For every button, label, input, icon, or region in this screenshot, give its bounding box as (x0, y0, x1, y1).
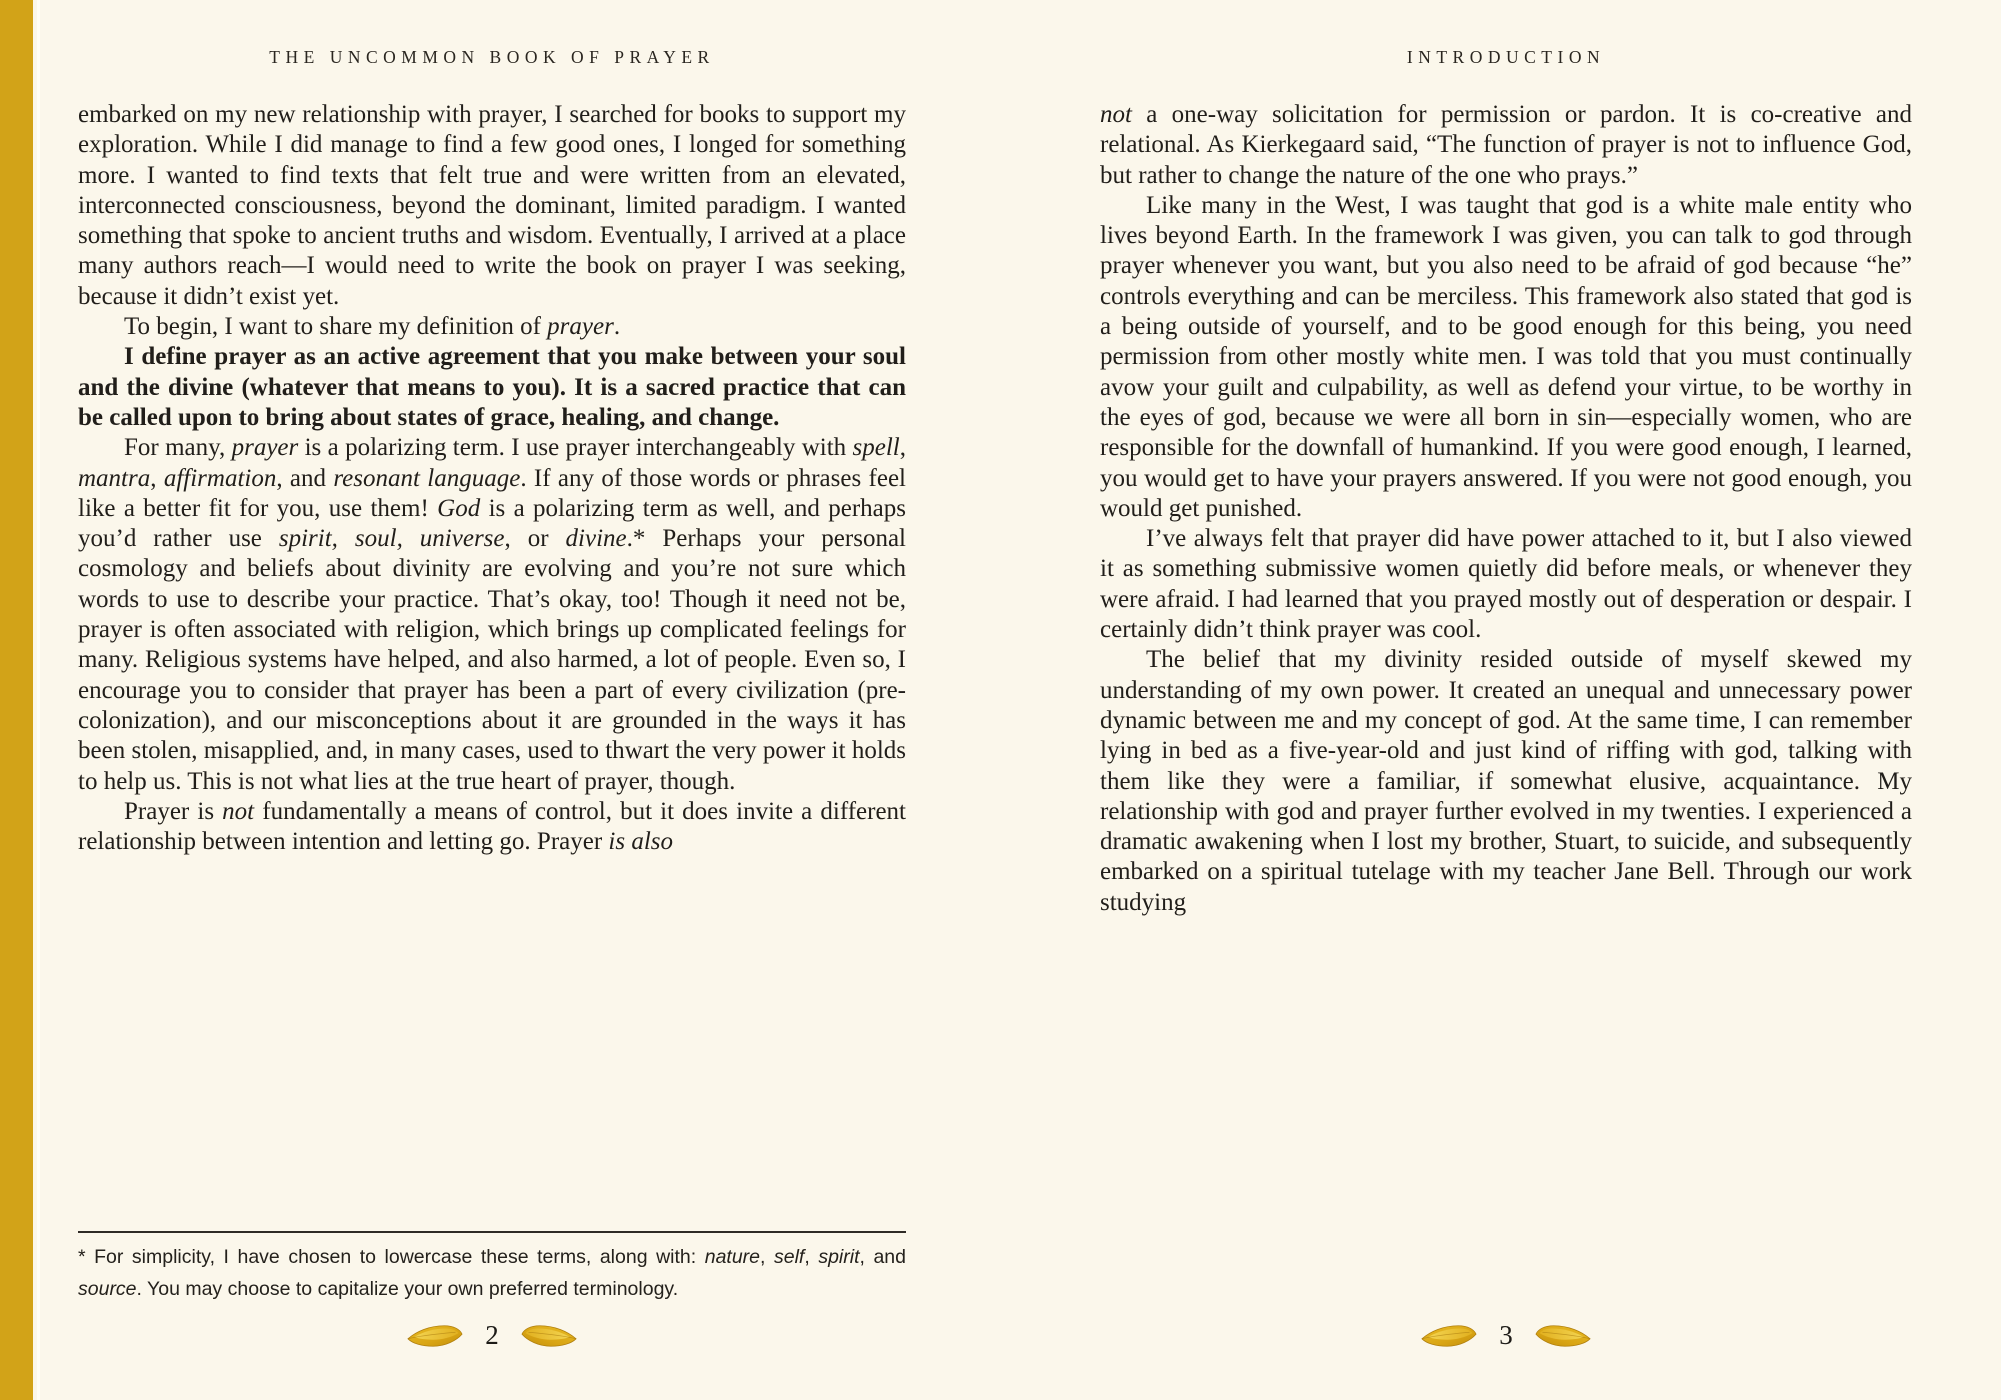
leaf-ornament-icon (1421, 1323, 1477, 1349)
text-run: . You may choose to capitalize your own preferred terminology. (136, 1277, 679, 1300)
text-run: , and (859, 1246, 906, 1268)
text-run: . If any of those words or phrases feel like a better fit for you, use them! (78, 464, 906, 522)
text-run: spell (852, 434, 900, 462)
paragraph (78, 100, 906, 312)
running-head-right: INTRODUCTION (1406, 47, 1606, 67)
page-number: 3 (1499, 1320, 1513, 1350)
text-run: , or (504, 525, 566, 553)
footnote-divider (78, 1231, 906, 1233)
body-text-left (78, 100, 906, 857)
paragraph (1100, 100, 1912, 191)
running-head-left: THE UNCOMMON BOOK OF PRAYER (269, 47, 715, 67)
text-run: , (804, 1246, 819, 1268)
text-run: , and (276, 464, 334, 492)
gold-edge-stripe (0, 0, 33, 1400)
text-run: embarked on my new relationship with prayer, I searched for books to support my exploration. While I did manage to find a few good ones, I longed for something more. I wanted to find texts that felt true and were written from an elevated, interconnected consciousness, beyond the dominant, limited paradigm. I wanted something that spoke to ancient truths and wisdom. Eventually, I arrived at a place many authors reach—I would need to write the book on prayer I was seeking, because it didn’t exist yet. (78, 101, 906, 310)
text-run: Like many in the West, I was taught that god is a white male entity who lives beyond Earth. In the framework I was given, you can talk to god through prayer whenever you want, but you also need to be afraid of god because “he” controls everything and can be merciless. This framework also stated that god is a being outside of yourself, and to be good enough for this being, you need permission from other mostly white men. I was told that you must continually avow your guilt and culpability, as well as defend your virtue, to be worthy in the eyes of god, because we were all born in sin—especially women, who are responsible for the downfall of humankind. If you were good enough, I learned, you would get to have your prayers answered. If you were not good enough, you would get punished. (1100, 191, 1912, 522)
text-run: To begin, I want to share my definition of (124, 313, 548, 341)
text-run: . (613, 313, 621, 341)
text-run: I define prayer as an active agreement that you make between your soul and the divine (whatever that means to you). It is a sacred practice that can be called upon to bring about states of grace, healing, and change. (78, 343, 906, 431)
paragraph (78, 797, 906, 858)
text-run: , (899, 434, 906, 462)
text-run: , (150, 464, 164, 492)
text-run: prayer (547, 313, 614, 341)
footnote (78, 1242, 906, 1305)
text-run: is a polarizing term as well, and perhaps you’d rather use (78, 494, 906, 553)
text-run: spirit, soul, universe (278, 525, 505, 553)
text-run: nature (704, 1246, 761, 1268)
text-run: affirmation (163, 464, 277, 492)
text-run: source (78, 1277, 137, 1300)
text-run: self (774, 1246, 805, 1268)
text-run: * For simplicity, I have chosen to lowercase these terms, along with: (78, 1246, 705, 1268)
text-run: , (760, 1246, 774, 1268)
text-run: I’ve always felt that prayer did have power attached to it, but I also viewed it as something submissive women quietly did before meals, or whenever they were afraid. I had learned that you prayed mostly out of desperation or despair. I certainly didn’t think prayer was cool. (1100, 525, 1912, 644)
text-run: .* Perhaps your personal cosmology and beliefs about divinity are evolving and you’re not sure which words to use to describe your practice. That’s okay, too! Though it need not be, prayer is often associated with religion, which brings up complicated feelings for many. Religious systems have helped, and also harmed, a lot of people. Even so, I encourage you to consider that prayer has been a part of every civilization (pre-colonization), and our misconceptions about it are grounded in the ways it has been stolen, misapplied, and, in many cases, used to thwart the very power it holds to help us. This is not what lies at the true heart of prayer, though. (78, 525, 906, 795)
leaf-ornament-icon (521, 1323, 577, 1349)
page-folio-left (78, 1320, 906, 1351)
text-run: The belief that my divinity resided outside of myself skewed my understanding of my own power. It created an unequal and unnecessary power dynamic between me and my concept of god. At the same time, I can remember lying in bed as a five-year-old and just kind of riffing with god, talking with them like they were a familiar, if somewhat elusive, acquaintance. My relationship with god and prayer further evolved in my twenties. I experienced a dramatic awakening when I lost my brother, Stuart, to suicide, and subsequently embarked on a spiritual tutelage with my teacher Jane Bell. Through our work studying (1100, 646, 1912, 916)
text-run: not (1100, 101, 1132, 128)
paragraph (1100, 645, 1912, 918)
text-run: Prayer is (124, 797, 223, 825)
text-run: a one-way solicitation for permission or pardon. It is co-creative and relational. As Kierkegaard said, “The function of prayer is not to influence God, but rather to change the nature of the one who prays.” (1100, 101, 1912, 189)
body-text-right (1100, 100, 1912, 918)
paragraph (1100, 191, 1912, 524)
text-run: prayer (231, 434, 299, 462)
paragraph (78, 433, 906, 797)
text-run: not (222, 797, 255, 825)
page-edge-hairline (37, 0, 40, 1400)
text-run: For many, (124, 434, 232, 462)
paragraph-definition (78, 342, 906, 433)
text-run: mantra (78, 464, 151, 492)
text-run: fundamentally a means of control, but it does invite a different relationship between intention and letting go. Prayer (78, 797, 906, 856)
paragraph (78, 312, 906, 342)
text-run: is a polarizing term. I use prayer interchangeably with (298, 434, 853, 462)
paragraph (1100, 524, 1912, 645)
leaf-ornament-icon (407, 1323, 463, 1349)
text-run: resonant language (333, 464, 521, 492)
text-run: is also (608, 828, 674, 856)
text-run: spirit (818, 1246, 860, 1268)
page-left (78, 0, 906, 1400)
page-right (1100, 0, 1912, 1400)
text-run: divine (565, 525, 627, 553)
page-number: 2 (485, 1320, 499, 1350)
page-folio-right (1100, 1320, 1912, 1351)
leaf-ornament-icon (1535, 1323, 1591, 1349)
text-run: God (437, 494, 481, 522)
